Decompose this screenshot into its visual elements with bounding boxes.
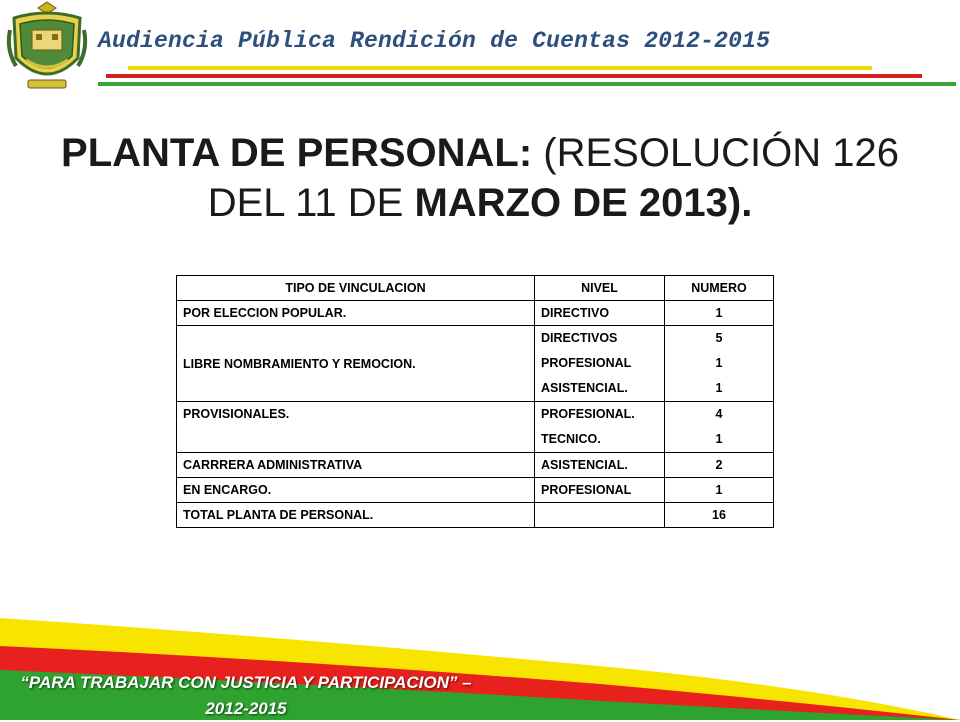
nivel-cell: DIRECTIVO bbox=[535, 301, 665, 326]
footer-slogan bbox=[14, 670, 478, 722]
red-stripe bbox=[106, 74, 922, 78]
tipo-cell: CARRRERA ADMINISTRATIVA bbox=[177, 453, 535, 478]
yellow-stripe bbox=[128, 66, 872, 70]
title-normal: (RESOLUCIÓN 126 bbox=[532, 131, 899, 175]
nivel-item: DIRECTIVOS bbox=[541, 331, 618, 345]
tipo-cell: LIBRE NOMBRAMIENTO Y REMOCION. bbox=[177, 326, 535, 402]
header-tipo: TIPO DE VINCULACION bbox=[177, 276, 535, 301]
tipo-cell bbox=[177, 402, 535, 453]
title-line2-normal: DEL 11 DE bbox=[207, 181, 415, 225]
nivel-cell bbox=[535, 503, 665, 528]
nivel-cell: PROFESIONAL bbox=[535, 478, 665, 503]
title-line-2 bbox=[0, 178, 960, 228]
title-line2-bold: MARZO DE 2013). bbox=[414, 181, 753, 225]
table-row bbox=[177, 301, 774, 326]
numero-item: 1 bbox=[715, 356, 723, 370]
table-header-row bbox=[177, 276, 774, 301]
tipo-cell: POR ELECCION POPULAR. bbox=[177, 301, 535, 326]
title-bold: PLANTA DE PERSONAL: bbox=[61, 131, 533, 175]
numero-item: 5 bbox=[715, 331, 723, 345]
header-numero: NUMERO bbox=[665, 276, 774, 301]
footer-line-2: 2012-2015 bbox=[205, 699, 287, 718]
table-row bbox=[177, 402, 774, 453]
numero-cell bbox=[665, 402, 774, 453]
numero-item: 1 bbox=[715, 381, 723, 395]
table-row bbox=[177, 453, 774, 478]
header-title: Audiencia Pública Rendición de Cuentas 2012-2015 bbox=[98, 28, 771, 54]
numero-item: 4 bbox=[715, 407, 723, 421]
nivel-item: TECNICO. bbox=[541, 432, 601, 446]
header-nivel: NIVEL bbox=[535, 276, 665, 301]
tipo-cell: EN ENCARGO. bbox=[177, 478, 535, 503]
title-line-1 bbox=[0, 128, 960, 178]
tipo-cell: TOTAL PLANTA DE PERSONAL. bbox=[177, 503, 535, 528]
nivel-item: PROFESIONAL bbox=[541, 356, 632, 370]
numero-item: 1 bbox=[715, 432, 723, 446]
staff-table bbox=[176, 275, 774, 528]
tipo-text: PROVISIONALES. bbox=[183, 407, 290, 421]
table-row-total bbox=[177, 503, 774, 528]
nivel-cell bbox=[535, 326, 665, 402]
coat-of-arms-icon bbox=[6, 0, 88, 92]
numero-cell: 1 bbox=[665, 301, 774, 326]
green-stripe bbox=[98, 82, 956, 86]
page-title bbox=[0, 128, 960, 228]
table-row bbox=[177, 326, 774, 402]
nivel-cell bbox=[535, 402, 665, 453]
nivel-cell: ASISTENCIAL. bbox=[535, 453, 665, 478]
numero-cell bbox=[665, 326, 774, 402]
numero-cell: 1 bbox=[665, 478, 774, 503]
table-row bbox=[177, 478, 774, 503]
nivel-item: PROFESIONAL. bbox=[541, 407, 635, 421]
footer-line-1: “PARA TRABAJAR CON JUSTICIA Y PARTICIPACION” – bbox=[20, 673, 472, 692]
numero-cell: 2 bbox=[665, 453, 774, 478]
numero-cell: 16 bbox=[665, 503, 774, 528]
nivel-item: ASISTENCIAL. bbox=[541, 381, 628, 395]
